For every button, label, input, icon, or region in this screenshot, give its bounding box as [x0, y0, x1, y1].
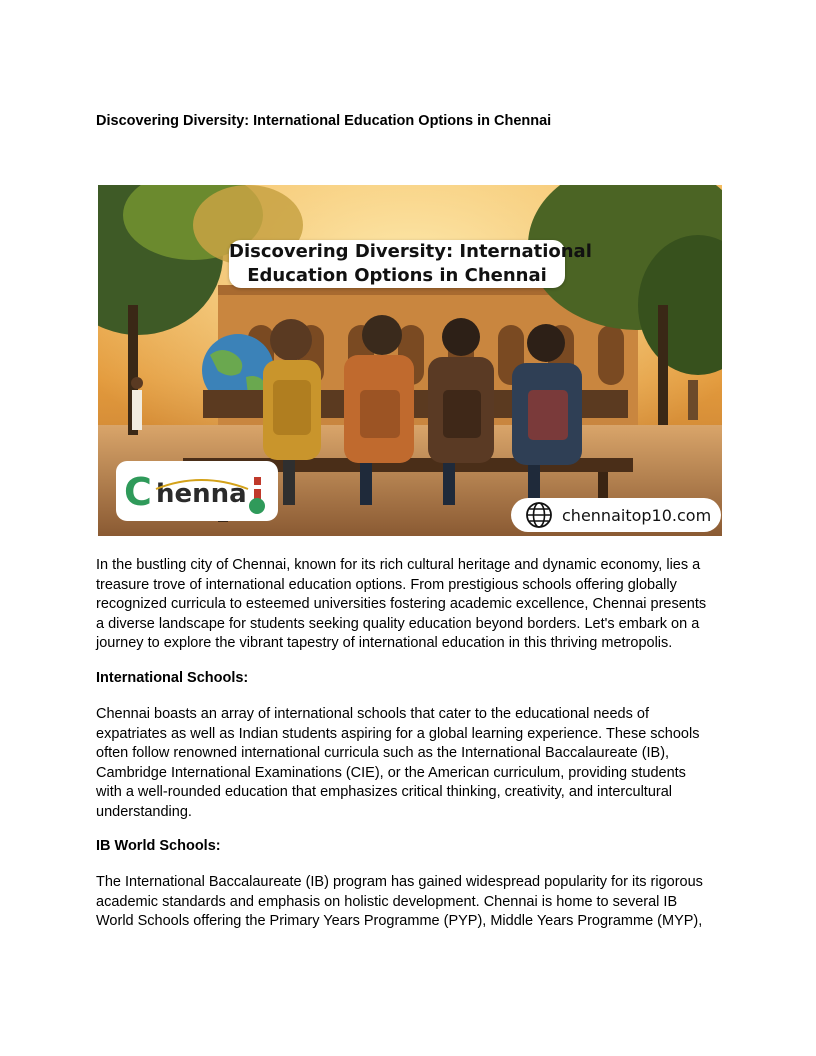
- paragraph-line: understanding.: [96, 803, 192, 820]
- ib-world-schools-paragraph: [96, 873, 726, 932]
- intro-paragraph: [96, 556, 726, 654]
- paragraph-line: expatriates as well as Indian students aspiring for a global learning experience. These schools: [96, 725, 700, 742]
- document-title: Discovering Diversity: International Education Options in Chennai: [96, 113, 552, 129]
- intro-line: journey to explore the vibrant tapestry of international education in this thriving metropolis.: [96, 635, 673, 651]
- intro-line: a diverse landscape for students seeking quality education beyond borders. Let's embark on a: [96, 615, 700, 632]
- paragraph-line: with a well-rounded education that emphasizes critical thinking, creativity, and intercultural: [96, 784, 672, 800]
- intro-line: In the bustling city of Chennai, known for its rich cultural heritage and dynamic economy, lies a: [96, 557, 701, 573]
- globe-icon: [525, 501, 553, 529]
- chennai-logo-mark: [116, 461, 278, 521]
- paragraph-line: The International Baccalaureate (IB) program has gained widespread popularity for its rigorous: [96, 874, 703, 890]
- chennai-logo: [116, 461, 278, 521]
- intro-line: recognized curricula to esteemed universities fostering academic excellence, Chennai presents: [96, 596, 707, 612]
- ib-world-schools-heading: IB World Schools:: [96, 838, 221, 854]
- hero-image: [98, 185, 722, 536]
- paragraph-line: often follow renowned international curricula such as the International Baccalaureate (IB),: [96, 745, 670, 761]
- svg-text:C: C: [124, 470, 152, 514]
- website-badge: [511, 498, 721, 532]
- paragraph-line: World Schools offering the Primary Years Programme (PYP), Middle Years Programme (MYP),: [96, 913, 703, 929]
- international-schools-paragraph: [96, 705, 726, 822]
- international-schools-heading: International Schools:: [96, 670, 249, 686]
- intro-line: treasure trove of international education options. From prestigious schools offering globally: [96, 576, 677, 593]
- paragraph-line: Chennai boasts an array of international schools that cater to the educational needs of: [96, 706, 649, 722]
- svg-text:henna: henna: [156, 479, 247, 509]
- website-url: chennaitop10.com: [562, 505, 712, 525]
- paragraph-line: Cambridge International Examinations (CIE), or the American curriculum, providing students: [96, 764, 686, 781]
- hero-title-line-2: Education Options in Chennai: [247, 265, 547, 286]
- hero-title-banner: [229, 240, 592, 288]
- paragraph-line: academic standards and emphasis on holistic development. Chennai is home to several IB: [96, 893, 678, 910]
- hero-title-line-1: Discovering Diversity: International: [229, 241, 592, 262]
